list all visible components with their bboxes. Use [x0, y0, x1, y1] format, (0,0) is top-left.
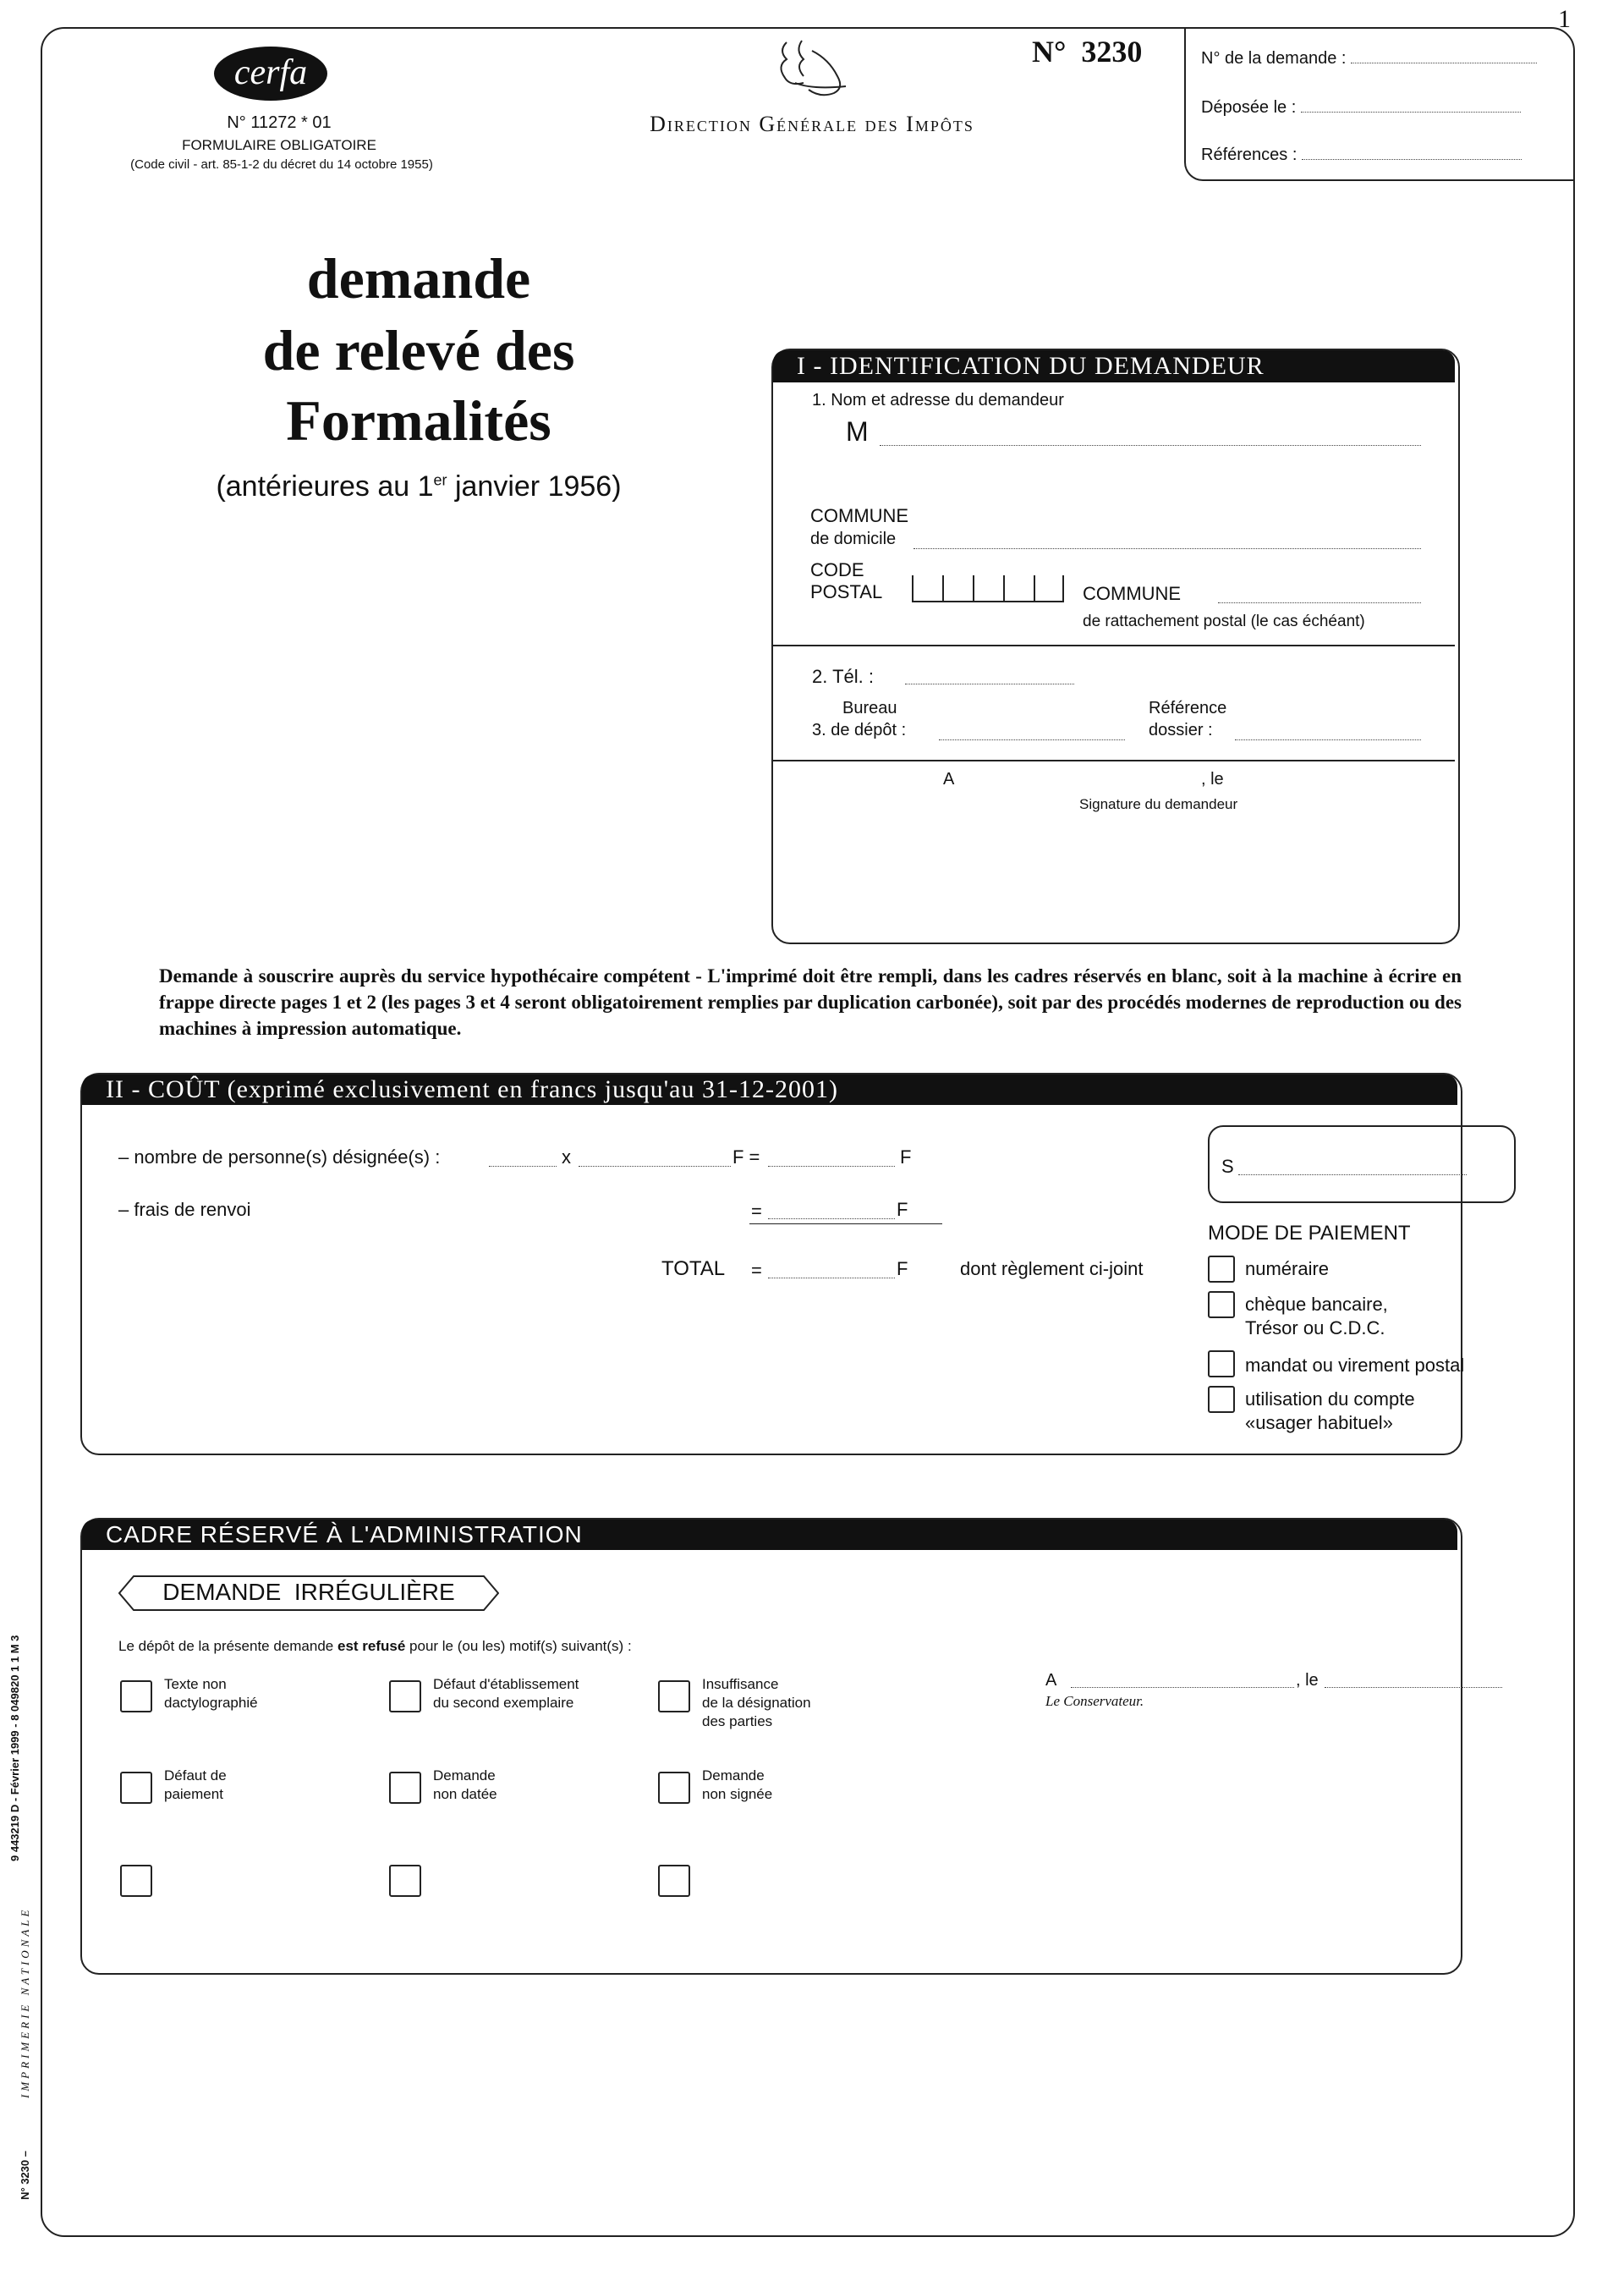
document-number: N° 3230	[1032, 35, 1143, 69]
title-line2: de relevé des	[262, 318, 575, 382]
section-identification-header: I - IDENTIFICATION DU DEMANDEUR	[773, 350, 1455, 382]
admin-le-label: , le	[1296, 1671, 1319, 1690]
payment-mandat-label: mandat ou virement postal	[1245, 1355, 1465, 1376]
irregular-tag-label: DEMANDE IRRÉGULIÈRE	[162, 1579, 455, 1605]
reason-paiement-label: Défaut de paiement	[164, 1767, 227, 1802]
eq-label: =	[751, 1201, 762, 1222]
payment-mandat-checkbox[interactable]	[1208, 1350, 1235, 1377]
f-label-1: F	[900, 1146, 912, 1168]
title-line1: demande	[306, 246, 531, 311]
demande-number-field[interactable]	[1201, 49, 1537, 69]
commune-rattachement-input[interactable]	[1218, 602, 1421, 603]
reason-other-1-checkbox[interactable]	[120, 1865, 152, 1897]
reference-box	[1184, 27, 1573, 181]
f-label-3: F	[897, 1258, 908, 1279]
payment-numeraire-label: numéraire	[1245, 1258, 1330, 1279]
x-label: x	[562, 1146, 571, 1168]
mode-label: MODE DE PAIEMENT	[1208, 1222, 1411, 1245]
section-administration-header: CADRE RÉSERVÉ À L'ADMINISTRATION	[82, 1520, 1457, 1550]
reason-non-datee-checkbox[interactable]	[389, 1772, 421, 1804]
commune-label: COMMUNE	[810, 505, 909, 526]
reference-label: Référence	[1149, 699, 1227, 717]
legal-reference: (Code civil - art. 85-1-2 du décret du 14 octobre 1955)	[130, 157, 433, 172]
reason-texte-checkbox[interactable]	[120, 1680, 152, 1712]
postal-label: POSTAL	[810, 581, 883, 602]
instructions-notice: Demande à souscrire auprès du service hypothécaire compétent - L'imprimé doit être rempli, dans les cadres réservés en blanc, soit à la machine à écrire en frappe directe pages 1 et 2 (les pages 3 et 4 seront obligatoirement remplies par duplication carbonée), soit par des procédés modernes de reproduction ou des machines à impression automatique.	[159, 965, 1462, 1039]
admin-a-input[interactable]	[1071, 1687, 1294, 1688]
bureau-label: Bureau	[842, 699, 897, 717]
payment-cheque-label: chèque bancaire, Trésor ou C.D.C.	[1245, 1294, 1388, 1338]
le-label: , le	[1201, 770, 1224, 789]
admin-le-input[interactable]	[1325, 1687, 1502, 1688]
name-address-label: 1. Nom et adresse du demandeur	[812, 391, 1064, 409]
signature-label: Signature du demandeur	[1079, 796, 1238, 812]
unit-price-input[interactable]	[579, 1166, 731, 1167]
reason-other-2-checkbox[interactable]	[389, 1865, 421, 1897]
deposee-label: Déposée le :	[1201, 98, 1297, 117]
postal-code-input[interactable]	[912, 575, 1064, 602]
frais-input[interactable]	[768, 1218, 895, 1219]
marianne-emblem-icon	[761, 34, 863, 102]
conservateur-label: Le Conservateur.	[1045, 1693, 1144, 1709]
rattachement-label: de rattachement postal (le cas échéant)	[1083, 613, 1365, 630]
signature-area[interactable]	[812, 821, 1421, 922]
nombre-label: – nombre de personne(s) désignée(s) :	[118, 1146, 441, 1168]
code-label: CODE	[810, 559, 864, 580]
refusal-statement: Le dépôt de la présente demande est refusé pour le (ou les) motif(s) suivant(s) :	[118, 1638, 632, 1654]
commune-domicile-input[interactable]	[914, 548, 1421, 549]
dont-label: dont règlement ci-joint	[960, 1258, 1144, 1279]
reason-paiement-checkbox[interactable]	[120, 1772, 152, 1804]
f-label-2: F	[897, 1199, 908, 1220]
depot-label: 3. de dépôt :	[812, 721, 907, 739]
a-label: A	[943, 770, 955, 789]
reason-designation-label: Insuffisance de la désignation des parties	[702, 1676, 811, 1729]
references-label: Références :	[1201, 146, 1298, 164]
commune2-label: COMMUNE	[1083, 583, 1182, 604]
margin-print-ref: 9 443219 D - Février 1999 - 8 049820 1 1 M 3	[8, 1635, 21, 1861]
tel-label: 2. Tél. :	[812, 666, 874, 687]
frais-label: – frais de renvoi	[118, 1199, 251, 1220]
dossier-label: dossier :	[1149, 721, 1213, 739]
nombre-input[interactable]	[489, 1166, 557, 1167]
form-mandatory: FORMULAIRE OBLIGATOIRE	[182, 137, 376, 153]
form-number: N° 11272 * 01	[227, 113, 332, 132]
margin-form-code: N° 3230 –	[19, 2151, 31, 2200]
payment-compte-label: utilisation du compte «usager habituel»	[1245, 1388, 1415, 1433]
depot-input[interactable]	[939, 739, 1125, 740]
s-box[interactable]	[1208, 1125, 1516, 1203]
demande-number-label: N° de la demande :	[1201, 49, 1347, 68]
reason-non-signee-label: Demande non signée	[702, 1767, 773, 1802]
reason-designation-checkbox[interactable]	[658, 1680, 690, 1712]
section1-divider-2	[773, 760, 1455, 761]
name-input[interactable]	[880, 445, 1421, 446]
margin-imprimerie: IMPRIMERIE NATIONALE	[19, 1906, 31, 2098]
subtotal-input[interactable]	[768, 1166, 895, 1167]
reason-second-exemplaire-label: Défaut d'établissement du second exemplaire	[433, 1676, 579, 1711]
m-label: M	[846, 416, 869, 447]
reason-texte-label: Texte non dactylographié	[164, 1676, 258, 1711]
payment-compte-checkbox[interactable]	[1208, 1386, 1235, 1413]
s-box-label: S	[1221, 1156, 1234, 1177]
domicile-label: de domicile	[810, 530, 897, 548]
references-field[interactable]	[1201, 146, 1522, 165]
title-line3: Formalités	[286, 388, 551, 453]
dossier-input[interactable]	[1235, 739, 1421, 740]
agency-name: Direction Générale des Impôts	[650, 112, 974, 136]
cerfa-logo: cerfa	[214, 47, 327, 101]
section-cost-header: II - COÛT (exprimé exclusivement en francs jusqu'au 31-12-2001)	[82, 1075, 1457, 1105]
section1-divider-1	[773, 645, 1455, 646]
reason-other-3-checkbox[interactable]	[658, 1865, 690, 1897]
admin-a-label: A	[1045, 1671, 1057, 1690]
reason-second-exemplaire-checkbox[interactable]	[389, 1680, 421, 1712]
reason-non-datee-label: Demande non datée	[433, 1767, 497, 1802]
reason-non-signee-checkbox[interactable]	[658, 1772, 690, 1804]
frais-underline	[749, 1223, 942, 1224]
title-subtitle: (antérieures au 1er janvier 1956)	[216, 470, 622, 503]
payment-numeraire-checkbox[interactable]	[1208, 1256, 1235, 1283]
total-eq-label: =	[751, 1260, 762, 1281]
total-label: TOTAL	[661, 1257, 726, 1280]
page-number: 1	[1558, 5, 1571, 33]
f-eq-label: F =	[732, 1146, 760, 1168]
payment-cheque-checkbox[interactable]	[1208, 1291, 1235, 1318]
deposee-field[interactable]	[1201, 98, 1521, 118]
